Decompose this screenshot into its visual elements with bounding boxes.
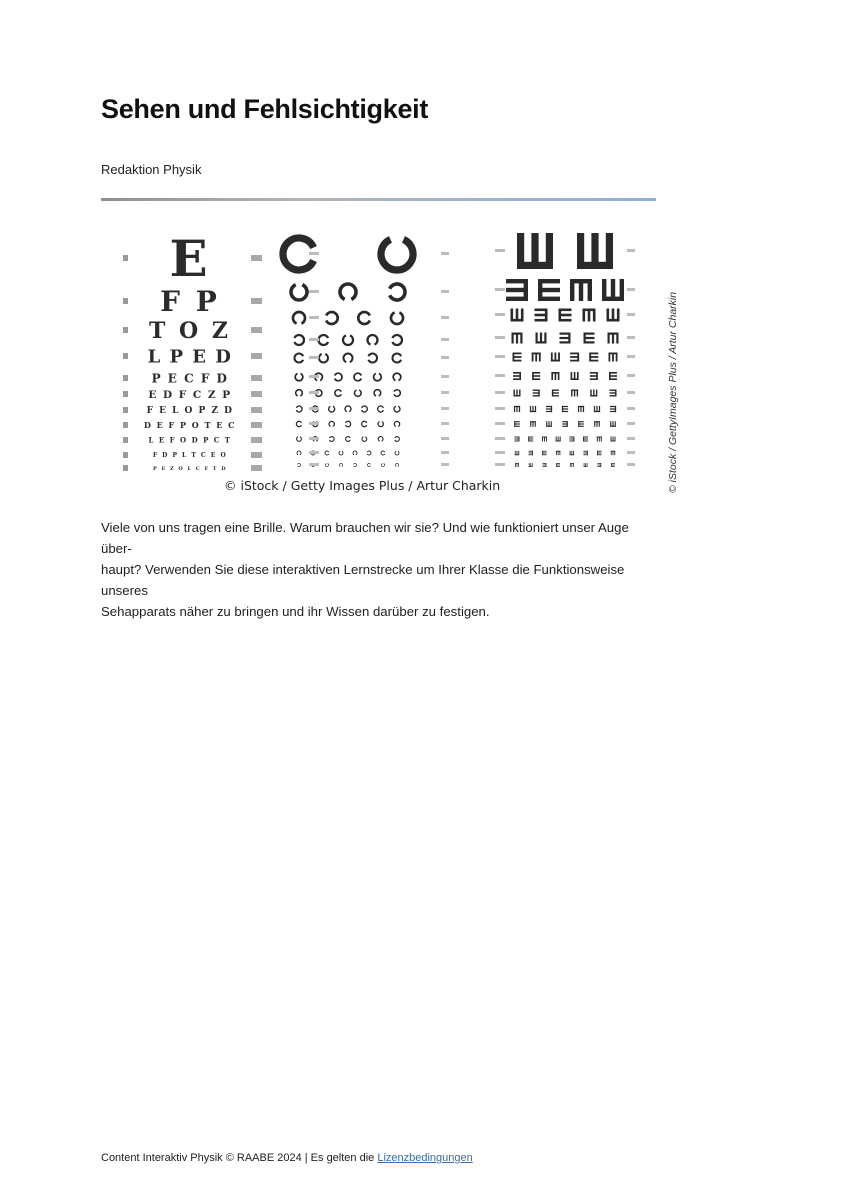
page-footer <box>101 1152 473 1164</box>
snellen-row: D E F P O T E C <box>143 419 237 430</box>
tumbling-e-symbol <box>609 353 618 362</box>
landolt-c-symbol <box>378 406 384 412</box>
eye-charts-image <box>101 218 656 500</box>
landolt-c-symbol <box>395 463 398 466</box>
tumbling-e-symbol <box>570 451 574 455</box>
chart-row-label <box>251 391 262 397</box>
chart-row-label <box>123 422 128 428</box>
tumbling-e-symbol <box>514 390 521 397</box>
landolt-c-symbol <box>319 335 329 345</box>
chart-row-label <box>123 407 128 413</box>
landolt-c-symbol <box>381 239 413 270</box>
chart-row-label <box>627 355 635 358</box>
tumbling-e-symbol <box>532 353 541 362</box>
tumbling-e-symbol <box>602 279 624 301</box>
landolt-c-symbol <box>393 373 401 380</box>
tumbling-e-symbol <box>562 406 568 412</box>
landolt-c-symbol <box>362 421 367 426</box>
chart-row-label <box>627 374 635 377</box>
chart-row-label <box>309 391 319 394</box>
snellen-row: P E C F D <box>151 371 229 386</box>
figure-caption: © iStock / Getty Images Plus / Artur Charkin <box>224 478 501 493</box>
tumbling-e-symbol <box>597 437 602 442</box>
chart-row-label <box>441 356 449 359</box>
chart-row-label <box>441 316 449 319</box>
chart-row-label <box>495 355 505 358</box>
chart-row-label <box>495 437 505 440</box>
landolt-c-symbol <box>391 313 403 324</box>
tumbling-e-symbol <box>594 421 600 427</box>
landolt-c-symbol <box>298 463 301 466</box>
tumbling-e-symbol <box>589 353 598 362</box>
snellen-row: E <box>169 229 211 288</box>
chart-row-label <box>495 374 505 377</box>
tumbling-e-symbol <box>506 279 528 301</box>
chart-row-label <box>251 422 262 428</box>
snellen-chart <box>123 229 262 472</box>
vertical-image-credit <box>665 293 683 493</box>
chart-row-label <box>495 313 505 316</box>
tumbling-e-symbol <box>529 463 533 467</box>
chart-row-label <box>627 451 635 454</box>
landolt-c-symbol <box>353 451 357 455</box>
chart-row-label <box>309 252 319 255</box>
tumbling-e-symbol <box>577 233 613 269</box>
chart-row-label <box>309 356 319 359</box>
tumbling-e-symbol <box>590 390 597 397</box>
landolt-c-symbol <box>374 374 382 381</box>
landolt-c-symbol <box>291 285 307 300</box>
snellen-row: E D F C Z P <box>148 388 232 401</box>
chart-row-label <box>123 298 128 304</box>
tumbling-e-symbol <box>610 390 617 397</box>
intro-line-1: Viele von uns tragen eine Brille. Warum brauchen wir sie? Und wie funktioniert unser Auge über- <box>101 520 629 556</box>
landolt-c-symbol <box>354 463 357 466</box>
snellen-row: F P <box>160 285 220 319</box>
landolt-c-symbol <box>346 437 351 442</box>
tumbling-e-symbol <box>583 309 596 322</box>
snellen-row: F D P L T C E O <box>152 452 228 460</box>
intro-paragraph <box>101 517 661 622</box>
tumbling-e-symbol <box>594 406 600 412</box>
chart-row-label <box>441 338 449 341</box>
landolt-c-symbol <box>343 335 353 345</box>
landolt-c-symbol <box>325 451 329 455</box>
vertical-credit-text: © iStock / GettyImages Plus / Artur Charkin <box>667 291 679 493</box>
tumbling-e-symbol <box>513 353 522 362</box>
tumbling-e-symbol <box>611 437 616 442</box>
chart-row-label <box>251 375 262 381</box>
tumbling-e-symbol <box>609 372 617 380</box>
chart-row-label <box>495 336 505 339</box>
chart-row-label <box>309 375 319 378</box>
chart-row-label <box>123 375 128 381</box>
landolt-c-symbol <box>367 451 371 455</box>
intro-line-2: haupt? Verwenden Sie diese interaktiven Lernstrecke um Ihrer Klasse die Funktionsweise unseres <box>101 562 625 598</box>
landolt-c-symbol <box>378 437 383 442</box>
tumbling-e-symbol <box>538 279 560 301</box>
chart-row-label <box>627 391 635 394</box>
landolt-c-symbol <box>368 335 378 345</box>
landolt-c-symbol <box>392 335 402 345</box>
chart-row-label <box>627 313 635 316</box>
chart-row-label <box>309 338 319 341</box>
landolt-c-symbol <box>392 354 401 363</box>
tumbling-e-symbol <box>578 406 584 412</box>
tumbling-e-symbol <box>611 463 615 467</box>
landolt-c-symbol <box>394 406 400 412</box>
tumbling-e-symbol <box>542 451 546 455</box>
tumbling-e-symbol <box>528 437 533 442</box>
landolt-c-symbol <box>296 390 303 396</box>
tumbling-e-symbol <box>530 421 536 427</box>
chart-row-label <box>495 422 505 425</box>
chart-row-label <box>123 452 128 458</box>
chart-row-label <box>309 290 319 293</box>
landolt-c-symbol <box>346 421 351 426</box>
landolt-c-symbol <box>358 312 369 324</box>
tumbling-e-symbol <box>584 333 595 344</box>
tumbling-e-symbol <box>546 406 552 412</box>
landolt-c-symbol <box>395 437 400 442</box>
intro-line-3: Sehapparats näher zu bringen und ihr Wissen darüber zu festigen. <box>101 604 490 619</box>
landolt-c-symbol <box>293 312 305 323</box>
tumbling-e-symbol <box>571 372 579 380</box>
landolt-c-symbol <box>294 335 304 345</box>
chart-row-label <box>495 249 505 252</box>
landolt-c-symbol <box>378 422 383 427</box>
tumbling-e-symbol <box>515 437 520 442</box>
tumbling-e-symbol <box>597 463 601 467</box>
tumbling-e-symbol <box>571 390 578 397</box>
chart-row-label <box>441 375 449 378</box>
chart-row-label <box>251 465 262 471</box>
tumbling-e-symbol <box>542 437 547 442</box>
tumbling-e-symbol <box>517 233 553 269</box>
tumbling-e-symbol <box>556 463 560 467</box>
landolt-c-symbol <box>319 354 328 363</box>
landolt-c-symbol <box>381 451 385 455</box>
landolt-c-symbol <box>362 437 367 442</box>
chart-row-label <box>309 463 319 466</box>
landolt-c-symbol <box>395 451 399 455</box>
landolt-c-symbol <box>381 464 384 467</box>
chart-row-label <box>309 451 319 454</box>
chart-row-label <box>251 327 262 333</box>
chart-row-label <box>441 391 449 394</box>
chart-row-label <box>627 288 635 291</box>
landolt-c-symbol <box>297 451 301 455</box>
landolt-c-symbol <box>325 464 328 467</box>
license-link[interactable]: Lizenzbedingungen <box>377 1152 473 1164</box>
tumbling-e-symbol <box>611 451 615 455</box>
chart-row-label <box>495 288 505 291</box>
tumbling-e-symbol <box>590 372 598 380</box>
tumbling-e-symbol <box>569 437 574 442</box>
tumbling-e-symbol <box>570 463 574 467</box>
tumbling-e-symbol <box>610 406 616 412</box>
tumbling-e-symbol <box>552 390 559 397</box>
landolt-c-symbol <box>335 390 341 397</box>
page-title: Sehen und Fehlsichtigkeit <box>101 94 429 124</box>
tumbling-e-symbol <box>515 463 519 467</box>
tumbling-e-symbol <box>543 463 547 467</box>
tumbling-e-symbol <box>515 451 519 455</box>
tumbling-e-symbol <box>560 333 571 344</box>
landolt-c-symbol <box>368 354 377 363</box>
tumbling-e-symbol <box>583 451 587 455</box>
tumbling-e-symbol <box>570 353 579 362</box>
tumbling-e-symbol <box>512 333 523 344</box>
chart-row-label <box>123 391 128 397</box>
landolt-c-symbol <box>294 354 303 363</box>
landolt-c-symbol <box>354 373 361 381</box>
tumbling-e-symbol <box>535 309 548 322</box>
chart-row-label <box>123 327 128 333</box>
chart-row-label <box>627 463 635 466</box>
tumbling-e-symbol <box>556 451 560 455</box>
chart-row-label <box>627 336 635 339</box>
chart-row-label <box>441 407 449 410</box>
landolt-c-symbol <box>335 373 342 381</box>
chart-row-label <box>441 463 449 466</box>
tumbling-e-symbol <box>546 421 552 427</box>
chart-row-label <box>441 451 449 454</box>
tumbling-e-symbol <box>584 463 588 467</box>
tumbling-e-symbol <box>513 372 521 380</box>
chart-row-label <box>441 437 449 440</box>
tumbling-e-symbol <box>559 309 572 322</box>
landolt-c-symbol <box>394 390 400 397</box>
chart-row-label <box>251 353 262 359</box>
landolt-c-symbol <box>345 406 351 412</box>
chart-row-label <box>123 437 128 443</box>
tumbling-e-symbol <box>610 421 616 427</box>
tumbling-e-symbol <box>608 333 619 344</box>
chart-row-label <box>627 422 635 425</box>
tumbling-e-symbol <box>514 421 520 427</box>
snellen-row: F E L O P Z D <box>146 406 234 417</box>
landolt-c-chart <box>283 238 449 467</box>
chart-row-label <box>123 465 128 471</box>
chart-row-label <box>309 316 319 319</box>
chart-row-label <box>495 451 505 454</box>
chart-row-label <box>627 249 635 252</box>
snellen-row: P E Z O L C F T D <box>152 465 228 472</box>
landolt-c-symbol <box>326 312 337 324</box>
chart-row-label <box>495 391 505 394</box>
landolt-c-symbol <box>296 406 302 412</box>
landolt-c-symbol <box>296 421 301 426</box>
title-divider <box>101 198 656 201</box>
chart-row-label <box>123 255 128 261</box>
landolt-c-symbol <box>339 451 343 455</box>
tumbling-e-symbol <box>597 451 601 455</box>
chart-row-label <box>309 407 319 410</box>
footer-text: Content Interaktiv Physik © RAABE 2024 | Es gelten die <box>101 1152 378 1164</box>
tumbling-e-symbol <box>556 437 561 442</box>
tumbling-e-symbol <box>562 421 568 427</box>
landolt-c-symbol <box>344 353 353 362</box>
tumbling-e-symbol <box>570 279 592 301</box>
landolt-c-symbol <box>329 421 334 426</box>
landolt-c-symbol <box>339 463 342 466</box>
tumbling-e-symbol <box>530 406 536 412</box>
landolt-c-symbol <box>355 390 362 396</box>
tumbling-e-symbol <box>551 372 559 380</box>
tumbling-e-symbol <box>514 406 520 412</box>
landolt-c-symbol <box>362 406 368 412</box>
chart-row-label <box>251 298 262 304</box>
chart-row-label <box>251 255 262 261</box>
chart-row-label <box>441 422 449 425</box>
chart-row-label <box>309 422 319 425</box>
tumbling-e-symbol <box>511 309 524 322</box>
chart-row-label <box>251 407 262 413</box>
chart-row-label <box>495 463 505 466</box>
chart-row-label <box>495 407 505 410</box>
chart-row-label <box>627 437 635 440</box>
chart-row-label <box>251 452 262 458</box>
eye-chart-figure <box>101 218 656 500</box>
tumbling-e-symbol <box>529 451 533 455</box>
snellen-row: L P E D <box>147 346 233 368</box>
tumbling-e-symbol <box>532 372 540 380</box>
chart-row-label <box>309 437 319 440</box>
author-line: Redaktion Physik <box>101 162 202 177</box>
landolt-c-symbol <box>329 406 335 412</box>
snellen-row: T O Z <box>149 317 231 344</box>
tumbling-e-symbol <box>583 437 588 442</box>
tumbling-e-chart <box>495 233 635 467</box>
tumbling-e-symbol <box>551 353 560 362</box>
tumbling-e-symbol <box>533 390 540 397</box>
chart-row-label <box>627 407 635 410</box>
landolt-c-symbol <box>330 437 335 442</box>
chart-row-label <box>441 252 449 255</box>
tumbling-e-symbol <box>578 421 584 427</box>
tumbling-e-symbol <box>536 333 547 344</box>
landolt-c-symbol <box>367 463 370 466</box>
chart-row-label <box>123 353 128 359</box>
landolt-c-symbol <box>340 284 356 299</box>
chart-row-label <box>251 437 262 443</box>
chart-row-label <box>441 290 449 293</box>
landolt-c-symbol <box>390 284 405 300</box>
snellen-row: L E F O D P C T <box>148 435 232 445</box>
tumbling-e-symbol <box>607 309 620 322</box>
landolt-c-symbol <box>394 421 399 426</box>
landolt-c-symbol <box>297 437 302 442</box>
landolt-c-symbol <box>295 374 303 381</box>
landolt-c-symbol <box>374 390 381 396</box>
